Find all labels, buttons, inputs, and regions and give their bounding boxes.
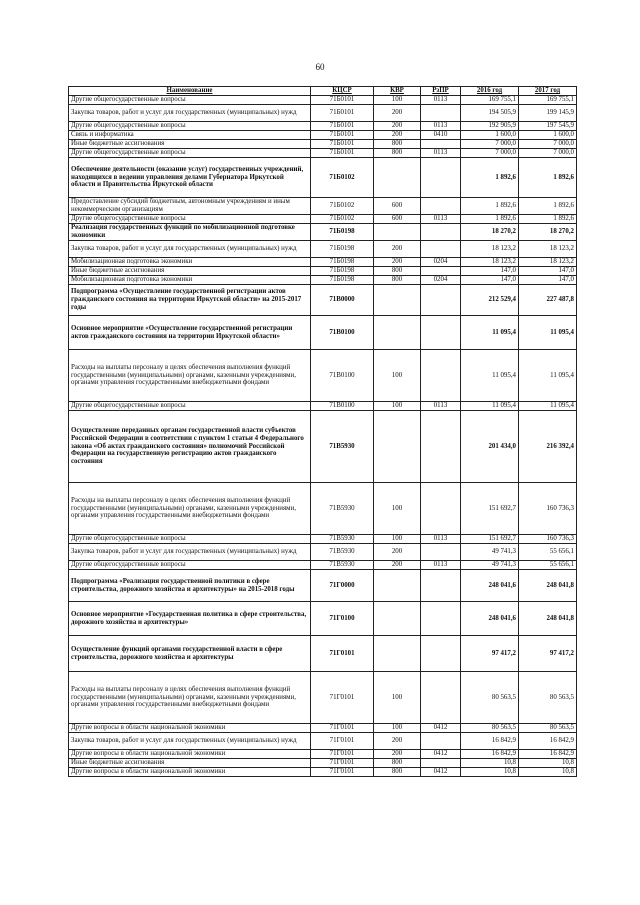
cell-name: Другие общегосударственные вопросы — [69, 535, 311, 544]
cell-kcsr: 71Б0198 — [311, 224, 374, 241]
cell-kcsr: 71Г0101 — [311, 724, 374, 733]
cell-2017: 80 563,5 — [519, 724, 577, 733]
cell-rzpr: 0204 — [421, 258, 461, 267]
cell-kvr: 100 — [374, 96, 421, 105]
cell-kcsr: 71В5930 — [311, 535, 374, 544]
cell-kcsr: 71Г0100 — [311, 602, 374, 636]
cell-kcsr: 71Г0101 — [311, 759, 374, 768]
table-row — [69, 724, 577, 733]
cell-kvr: 800 — [374, 768, 421, 777]
cell-2016: 18 270,2 — [461, 224, 519, 241]
cell-2017: 11 095,4 — [519, 350, 577, 402]
cell-rzpr — [421, 544, 461, 561]
cell-2017: 199 145,9 — [519, 105, 577, 122]
table-row — [69, 535, 577, 544]
cell-kcsr: 71Б0102 — [311, 198, 374, 215]
cell-kvr — [374, 224, 421, 241]
cell-2017: 16 842,9 — [519, 750, 577, 759]
cell-kcsr: 71Б0198 — [311, 258, 374, 267]
table-row — [69, 105, 577, 122]
cell-2017: 55 656,1 — [519, 544, 577, 561]
cell-name: Иные бюджетные ассигнования — [69, 140, 311, 149]
cell-kcsr: 71В0100 — [311, 402, 374, 411]
cell-2016: 194 505,9 — [461, 105, 519, 122]
cell-name: Связь и информатика — [69, 131, 311, 140]
cell-2016: 212 529,4 — [461, 285, 519, 316]
cell-name: Осуществление переданных органам государственной власти субъектов Российской Федерации в соответствии с пунктом 1 статьи 4 Федерального закона «Об актах гражданского состояния» полномочий Российской Федерации на государственную регистрацию актов гражданского состояния — [69, 411, 311, 483]
cell-kcsr: 71Г0101 — [311, 672, 374, 724]
cell-kvr — [374, 285, 421, 316]
table-row — [69, 672, 577, 724]
cell-kvr — [374, 636, 421, 672]
table-row — [69, 768, 577, 777]
cell-rzpr: 0412 — [421, 724, 461, 733]
cell-2016: 151 692,7 — [461, 483, 519, 535]
table-row — [69, 241, 577, 258]
cell-kcsr: 71Б0198 — [311, 241, 374, 258]
table-row — [69, 224, 577, 241]
cell-kvr: 200 — [374, 122, 421, 131]
table-row — [69, 198, 577, 215]
cell-rzpr — [421, 636, 461, 672]
budget-table — [68, 86, 577, 777]
cell-name: Другие общегосударственные вопросы — [69, 96, 311, 105]
header-kcsr: КЦСР — [311, 87, 374, 96]
table-row — [69, 285, 577, 316]
cell-2017: 197 545,9 — [519, 122, 577, 131]
cell-kvr — [374, 411, 421, 483]
cell-kcsr: 71Г0000 — [311, 570, 374, 602]
cell-2016: 18 123,2 — [461, 241, 519, 258]
cell-2016: 147,0 — [461, 267, 519, 276]
cell-kcsr: 71Б0101 — [311, 131, 374, 140]
cell-name: Другие вопросы в области национальной экономики — [69, 750, 311, 759]
cell-2016: 248 041,6 — [461, 570, 519, 602]
cell-2017: 7 000,0 — [519, 140, 577, 149]
cell-rzpr: 0204 — [421, 276, 461, 285]
table-row — [69, 96, 577, 105]
cell-name: Расходы на выплаты персоналу в целях обеспечения выполнения функций государственными (муниципальными) органами, казенными учреждениями, органами управления государственными внебюджетными фондами — [69, 483, 311, 535]
cell-name: Закупка товаров, работ и услуг для государственных (муниципальных) нужд — [69, 733, 311, 750]
cell-kvr: 600 — [374, 198, 421, 215]
cell-rzpr — [421, 285, 461, 316]
cell-kvr: 100 — [374, 350, 421, 402]
header-name: Наименование — [69, 87, 311, 96]
table-row — [69, 149, 577, 158]
cell-2017: 227 487,8 — [519, 285, 577, 316]
table-row — [69, 561, 577, 570]
cell-2016: 1 600,0 — [461, 131, 519, 140]
cell-2016: 11 095,4 — [461, 350, 519, 402]
cell-2016: 192 905,9 — [461, 122, 519, 131]
table-row — [69, 258, 577, 267]
cell-2016: 49 741,3 — [461, 561, 519, 570]
cell-rzpr: 0412 — [421, 750, 461, 759]
cell-kcsr: 71Б0101 — [311, 149, 374, 158]
cell-kvr: 100 — [374, 672, 421, 724]
cell-rzpr: 0412 — [421, 768, 461, 777]
cell-2016: 1 892,6 — [461, 198, 519, 215]
cell-2017: 1 892,6 — [519, 215, 577, 224]
cell-2017: 55 656,1 — [519, 561, 577, 570]
cell-2016: 169 755,1 — [461, 96, 519, 105]
cell-kvr: 200 — [374, 544, 421, 561]
cell-rzpr — [421, 105, 461, 122]
table-row — [69, 733, 577, 750]
cell-kcsr: 71Г0101 — [311, 636, 374, 672]
cell-rzpr — [421, 483, 461, 535]
cell-rzpr — [421, 672, 461, 724]
cell-rzpr — [421, 350, 461, 402]
cell-2017: 248 041,8 — [519, 570, 577, 602]
table-row — [69, 267, 577, 276]
cell-2017: 10,8 — [519, 768, 577, 777]
cell-rzpr — [421, 759, 461, 768]
cell-kvr: 100 — [374, 402, 421, 411]
cell-2016: 10,8 — [461, 759, 519, 768]
cell-2016: 18 123,2 — [461, 258, 519, 267]
cell-name: Другие общегосударственные вопросы — [69, 561, 311, 570]
cell-rzpr — [421, 198, 461, 215]
table-row — [69, 276, 577, 285]
cell-2016: 1 892,6 — [461, 158, 519, 198]
cell-kvr: 200 — [374, 750, 421, 759]
cell-2017: 147,0 — [519, 267, 577, 276]
cell-kcsr: 71Б0198 — [311, 276, 374, 285]
header-kvr: КВР — [374, 87, 421, 96]
cell-name: Другие общегосударственные вопросы — [69, 122, 311, 131]
cell-2016: 151 692,7 — [461, 535, 519, 544]
cell-kcsr: 71В0100 — [311, 316, 374, 350]
cell-kvr — [374, 570, 421, 602]
table-row — [69, 570, 577, 602]
cell-rzpr: 0113 — [421, 561, 461, 570]
cell-kvr: 800 — [374, 140, 421, 149]
table-body — [69, 96, 577, 777]
table-row — [69, 402, 577, 411]
cell-2016: 7 000,0 — [461, 140, 519, 149]
table-row — [69, 636, 577, 672]
cell-2016: 16 842,9 — [461, 733, 519, 750]
table-row — [69, 140, 577, 149]
cell-2017: 11 095,4 — [519, 316, 577, 350]
header-2016: 2016 год — [461, 87, 519, 96]
cell-kcsr: 71Г0101 — [311, 768, 374, 777]
table-row — [69, 483, 577, 535]
cell-name: Другие общегосударственные вопросы — [69, 215, 311, 224]
cell-kcsr: 71Б0101 — [311, 96, 374, 105]
cell-2016: 7 000,0 — [461, 149, 519, 158]
cell-kvr — [374, 316, 421, 350]
cell-name: Предоставление субсидий бюджетным, автономным учреждениям и иным некоммерческим организациям — [69, 198, 311, 215]
cell-kcsr: 71Б0101 — [311, 140, 374, 149]
cell-2017: 160 736,3 — [519, 483, 577, 535]
cell-kvr: 800 — [374, 149, 421, 158]
cell-name: Закупка товаров, работ и услуг для государственных (муниципальных) нужд — [69, 105, 311, 122]
cell-rzpr — [421, 316, 461, 350]
cell-2016: 11 095,4 — [461, 402, 519, 411]
cell-2017: 11 095,4 — [519, 402, 577, 411]
table-row — [69, 316, 577, 350]
cell-rzpr — [421, 570, 461, 602]
cell-kcsr: 71Г0101 — [311, 733, 374, 750]
cell-rzpr — [421, 733, 461, 750]
cell-2017: 1 892,6 — [519, 198, 577, 215]
cell-name: Основное мероприятие «Государственная политика в сфере строительства, дорожного хозяйства и архитектуры» — [69, 602, 311, 636]
cell-kvr: 200 — [374, 258, 421, 267]
cell-name: Основное мероприятие «Осуществление государственной регистрации актов гражданского состояния на территории Иркутской области» — [69, 316, 311, 350]
cell-2017: 7 000,0 — [519, 149, 577, 158]
cell-kvr: 100 — [374, 483, 421, 535]
cell-kcsr: 71В5930 — [311, 561, 374, 570]
cell-2016: 80 563,5 — [461, 672, 519, 724]
cell-kvr: 200 — [374, 561, 421, 570]
cell-2016: 80 563,5 — [461, 724, 519, 733]
cell-name: Другие общегосударственные вопросы — [69, 149, 311, 158]
cell-name: Подпрограмма «Осуществление государственной регистрации актов гражданского состояния на территории Иркутской области» на 2015-2017 годы — [69, 285, 311, 316]
cell-name: Мобилизационная подготовка экономики — [69, 258, 311, 267]
cell-2017: 1 600,0 — [519, 131, 577, 140]
cell-kcsr: 71В0000 — [311, 285, 374, 316]
cell-kcsr: 71В0100 — [311, 350, 374, 402]
cell-name: Расходы на выплаты персоналу в целях обеспечения выполнения функций государственными (муниципальными) органами, казенными учреждениями, органами управления государственными внебюджетными фондами — [69, 350, 311, 402]
cell-kvr: 800 — [374, 759, 421, 768]
cell-kcsr: 71Г0101 — [311, 750, 374, 759]
cell-name: Другие общегосударственные вопросы — [69, 402, 311, 411]
cell-kvr: 100 — [374, 724, 421, 733]
cell-name: Иные бюджетные ассигнования — [69, 267, 311, 276]
cell-2017: 10,8 — [519, 759, 577, 768]
cell-kcsr: 71В5930 — [311, 544, 374, 561]
cell-2016: 248 041,6 — [461, 602, 519, 636]
cell-2017: 97 417,2 — [519, 636, 577, 672]
cell-2017: 16 842,9 — [519, 733, 577, 750]
cell-kcsr: 71Б0101 — [311, 105, 374, 122]
table-header-row — [69, 87, 577, 96]
cell-kvr — [374, 158, 421, 198]
cell-kcsr: 71Б0101 — [311, 122, 374, 131]
cell-2017: 169 755,1 — [519, 96, 577, 105]
cell-2016: 49 741,3 — [461, 544, 519, 561]
cell-rzpr — [421, 224, 461, 241]
cell-kcsr: 71В5930 — [311, 483, 374, 535]
cell-kcsr: 71В5930 — [311, 411, 374, 483]
cell-rzpr: 0410 — [421, 131, 461, 140]
table-row — [69, 350, 577, 402]
cell-name: Осуществление функций органами государственной власти в сфере строительства, дорожного хозяйства и архитектуры — [69, 636, 311, 672]
header-rzpr: РзПР — [421, 87, 461, 96]
cell-kcsr: 71Б0198 — [311, 267, 374, 276]
cell-name: Расходы на выплаты персоналу в целях обеспечения выполнения функций государственными (муниципальными) органами, казенными учреждениями, органами управления государственными внебюджетными фондами — [69, 672, 311, 724]
cell-kvr: 800 — [374, 267, 421, 276]
cell-rzpr — [421, 140, 461, 149]
table-row — [69, 759, 577, 768]
cell-2016: 16 842,9 — [461, 750, 519, 759]
cell-name: Иные бюджетные ассигнования — [69, 759, 311, 768]
cell-name: Закупка товаров, работ и услуг для государственных (муниципальных) нужд — [69, 241, 311, 258]
cell-2016: 11 095,4 — [461, 316, 519, 350]
table-row — [69, 215, 577, 224]
cell-name: Другие вопросы в области национальной экономики — [69, 724, 311, 733]
cell-kvr: 200 — [374, 131, 421, 140]
page-number: 60 — [315, 62, 325, 72]
cell-rzpr — [421, 158, 461, 198]
table-row — [69, 122, 577, 131]
cell-name: Другие вопросы в области национальной экономики — [69, 768, 311, 777]
cell-rzpr: 0113 — [421, 402, 461, 411]
cell-2016: 10,8 — [461, 768, 519, 777]
table-row — [69, 131, 577, 140]
cell-rzpr — [421, 267, 461, 276]
cell-2017: 1 892,6 — [519, 158, 577, 198]
table-row — [69, 750, 577, 759]
cell-2017: 18 270,2 — [519, 224, 577, 241]
cell-2016: 201 434,0 — [461, 411, 519, 483]
cell-kvr: 200 — [374, 733, 421, 750]
cell-rzpr: 0113 — [421, 535, 461, 544]
cell-kvr: 800 — [374, 276, 421, 285]
cell-kcsr: 71Б0102 — [311, 215, 374, 224]
cell-2016: 97 417,2 — [461, 636, 519, 672]
cell-kvr: 200 — [374, 241, 421, 258]
cell-2017: 248 041,8 — [519, 602, 577, 636]
cell-rzpr: 0113 — [421, 215, 461, 224]
cell-2017: 18 123,2 — [519, 241, 577, 258]
cell-rzpr: 0113 — [421, 149, 461, 158]
cell-kvr — [374, 602, 421, 636]
cell-rzpr: 0113 — [421, 122, 461, 131]
table-row — [69, 544, 577, 561]
cell-2017: 80 563,5 — [519, 672, 577, 724]
cell-rzpr — [421, 411, 461, 483]
cell-rzpr — [421, 241, 461, 258]
cell-2017: 216 392,4 — [519, 411, 577, 483]
cell-2016: 147,0 — [461, 276, 519, 285]
table-row — [69, 602, 577, 636]
header-2017: 2017 год — [519, 87, 577, 96]
cell-kvr: 100 — [374, 535, 421, 544]
cell-name: Реализация государственных функций по мобилизационной подготовке экономики — [69, 224, 311, 241]
cell-2017: 147,0 — [519, 276, 577, 285]
table-row — [69, 158, 577, 198]
cell-rzpr: 0113 — [421, 96, 461, 105]
cell-name: Подпрограмма «Реализация государственной политики в сфере строительства, дорожного хозяйства и архитектуры» на 2015-2018 годы — [69, 570, 311, 602]
cell-name: Обеспечение деятельности (оказание услуг) государственных учреждений, находящихся в ведении управления делами Губернатора Иркутской области и Правительства Иркутской области — [69, 158, 311, 198]
cell-name: Мобилизационная подготовка экономики — [69, 276, 311, 285]
cell-kvr: 200 — [374, 105, 421, 122]
table-row — [69, 411, 577, 483]
cell-name: Закупка товаров, работ и услуг для государственных (муниципальных) нужд — [69, 544, 311, 561]
cell-kcsr: 71Б0102 — [311, 158, 374, 198]
cell-2016: 1 892,6 — [461, 215, 519, 224]
cell-kvr: 600 — [374, 215, 421, 224]
cell-2017: 160 736,3 — [519, 535, 577, 544]
cell-2017: 18 123,2 — [519, 258, 577, 267]
cell-rzpr — [421, 602, 461, 636]
